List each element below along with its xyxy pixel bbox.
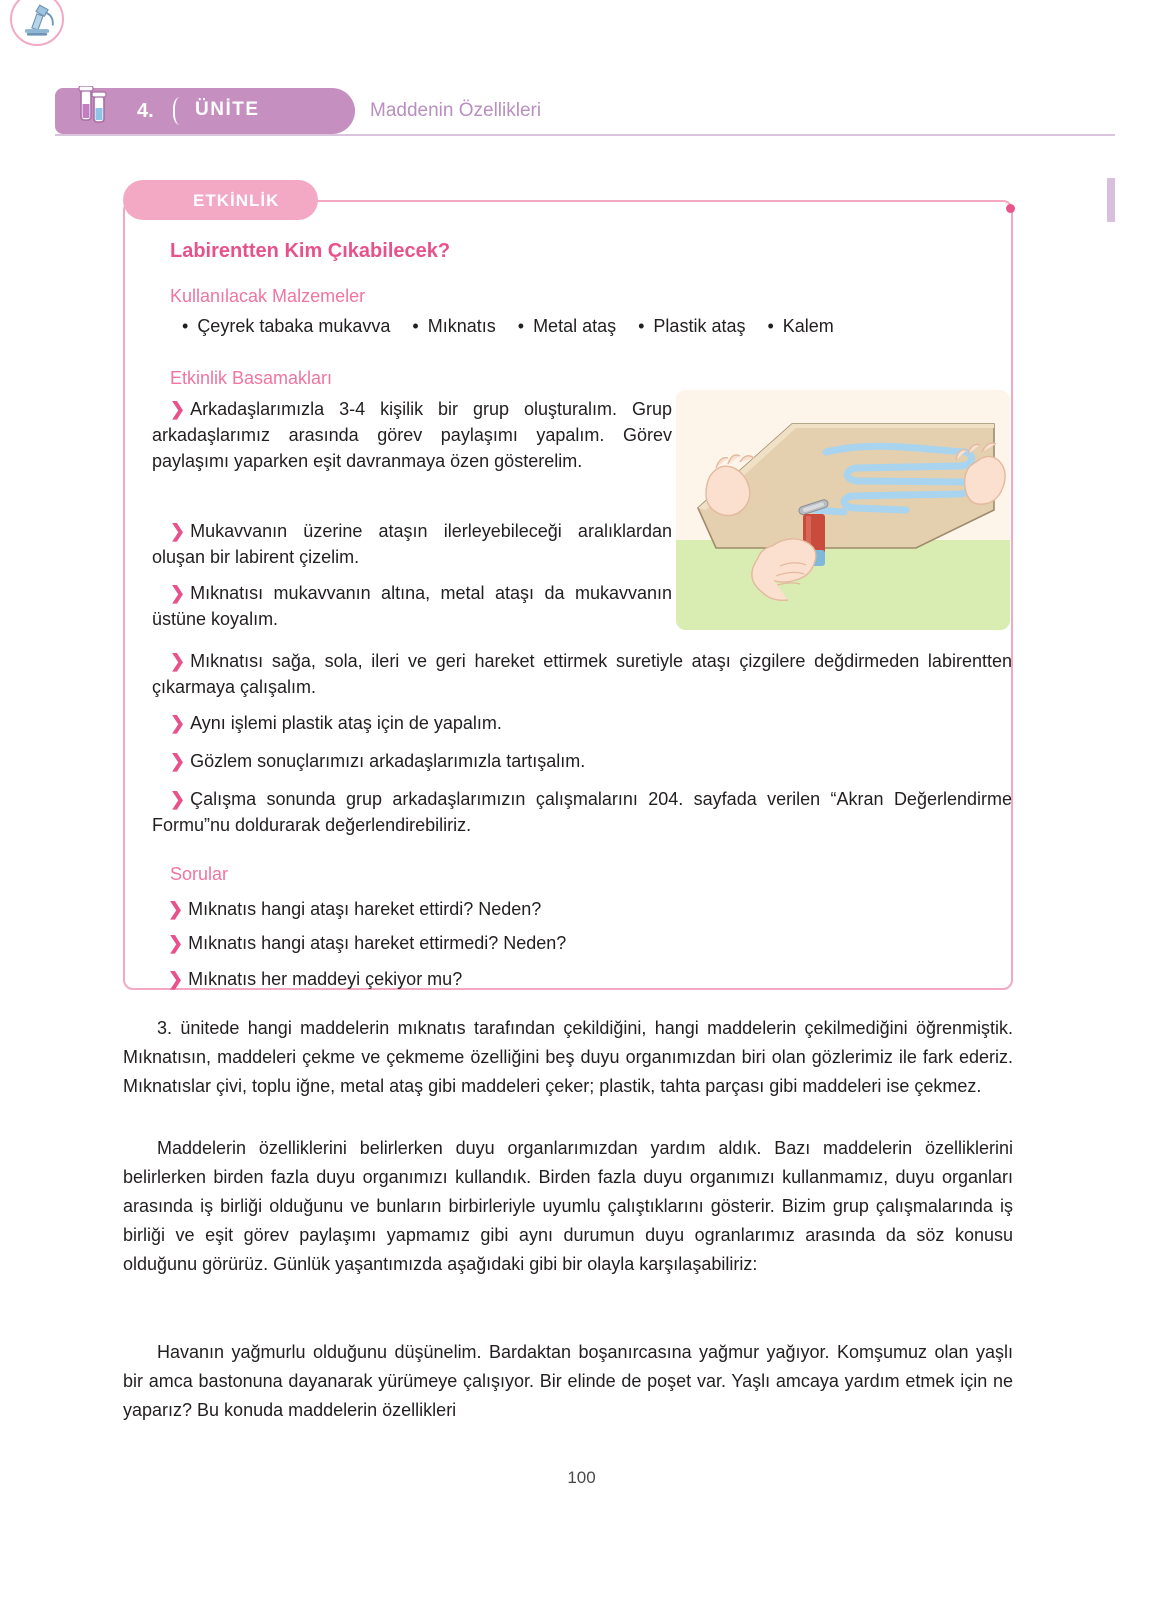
arrow-icon: ❯ [170,583,186,603]
materials-list [182,316,1012,337]
body-paragraph: Maddelerin özelliklerini belirlerken duyu organlarımızdan yardım aldık. Bazı maddelerin özelliklerini belirlerken birden fazla duyu organımızı kullandık. Birden fazla duyu organımızı kullanmamız, duyu organları arasında iş birliği olduğunu ve bunların birbirleriyle uyumlu çalıştıklarını gösterir. Bizim grup çalışmalarında iş birliği ve eşit görev paylaşımı yapmamız gibi aynı durumun duyu ogranlarımız arasında da söz konusu olduğunu görürüz. Günlük yaşantımızda aşağıdaki gibi bir olayla karşılaşabiliriz: [123,1138,1013,1274]
list-item [152,580,672,632]
activity-tab-label: ETKİNLİK [193,191,280,210]
step-text: Mukavvanın üzerine ataşın ilerleyebileceği aralıklardan oluşan bir labirent çizelim. [152,521,672,567]
list-item [152,710,1012,736]
arrow-icon: ❯ [168,899,184,919]
list-item [152,786,1012,838]
activity-title: Labirentten Kim Çıkabilecek? [170,240,451,262]
question-text: Mıknatıs hangi ataşı hareket ettirdi? Neden? [188,899,542,919]
list-item [152,648,1012,700]
step-text: Aynı işlemi plastik ataş için de yapalım. [190,713,502,733]
page-header [55,88,1115,134]
question-text: Mıknatıs hangi ataşı hareket ettirmedi? Neden? [188,933,567,953]
arrow-icon: ❯ [170,521,186,541]
step-text: Mıknatısı sağa, sola, ileri ve geri hareket ettirmek suretiyle ataşı çizgilere değdirmeden labirentten çıkarmaya çalışalım. [152,651,1012,697]
header-right-marker [1107,178,1115,222]
steps-heading: Etkinlik Basamakları [170,368,333,388]
list-item [168,896,868,922]
list-item: • Mıknatıs [412,316,495,337]
question-text: Mıknatıs her maddeyi çekiyor mu? [188,969,463,989]
list-item [168,966,868,992]
list-item [168,930,868,956]
beaker-icon [73,86,119,134]
activity-tab-accent-dot [1006,204,1015,213]
arrow-icon: ❯ [168,933,184,953]
maze-with-magnet-illustration [676,390,1010,630]
microscope-icon [10,0,64,46]
list-item [152,396,672,474]
step-text: Arkadaşlarımızla 3-4 kişilik bir grup oluşturalım. Grup arkadaşlarımız arasında görev paylaşımı yapalım. Görev paylaşımı yaparken eşit davranmaya özen gösterelim. [152,399,672,471]
step-text: Çalışma sonunda grup arkadaşlarımızın çalışmalarını 204. sayfada verilen “Akran Değerlendirme Formu”nu doldurarak değerlendirebiliriz. [152,789,1012,835]
page-title: Maddenin Özellikleri [370,100,542,121]
body-paragraph: Havanın yağmurlu olduğunu düşünelim. Bardaktan boşanırcasına yağmur yağıyor. Komşumuz olan yaşlı bir amca bastonuna dayanarak yürümeye çalışıyor. Bir elinde de poşet var. Yaşlı amcaya yardım etmek için ne yaparız? Bu konuda maddelerin özellikleri [123,1342,1013,1420]
page-number: 100 [567,1468,596,1487]
unit-number-separator [173,97,187,125]
arrow-icon: ❯ [170,399,186,419]
arrow-icon: ❯ [170,713,186,733]
step-text: Mıknatısı mukavvanın altına, metal ataşı da mukavvanın üstüne koyalım. [152,583,672,629]
arrow-icon: ❯ [170,651,186,671]
arrow-icon: ❯ [170,751,186,771]
list-item: • Çeyrek tabaka mukavva [182,316,390,337]
list-item [152,748,1012,774]
arrow-icon: ❯ [170,789,186,809]
activity-tab [123,180,318,220]
body-paragraph: 3. ünitede hangi maddelerin mıknatıs tarafından çekildiğini, hangi maddelerin çekilmediğini öğrenmiştik. Mıknatısın, maddeleri çekme ve çekmeme özelliğini beş duyu organımızdan biri olan gözlerimiz ile fark ederiz. Mıknatıslar çivi, toplu iğne, metal ataş gibi maddeleri çeker; plastik, tahta parçası gibi maddeleri ise çekmez. [123,1018,1013,1096]
step-text: Gözlem sonuçlarımızı arkadaşlarımızla tartışalım. [190,751,586,771]
unit-number: 4. [137,99,154,122]
list-item: • Plastik ataş [638,316,745,337]
materials-heading: Kullanılacak Malzemeler [170,286,366,306]
unit-word: ÜNİTE [195,99,260,120]
list-item: • Metal ataş [518,316,616,337]
list-item [152,518,672,570]
questions-heading: Sorular [170,864,229,884]
list-item: • Kalem [767,316,833,337]
arrow-icon: ❯ [168,969,184,989]
header-divider [55,134,1115,136]
